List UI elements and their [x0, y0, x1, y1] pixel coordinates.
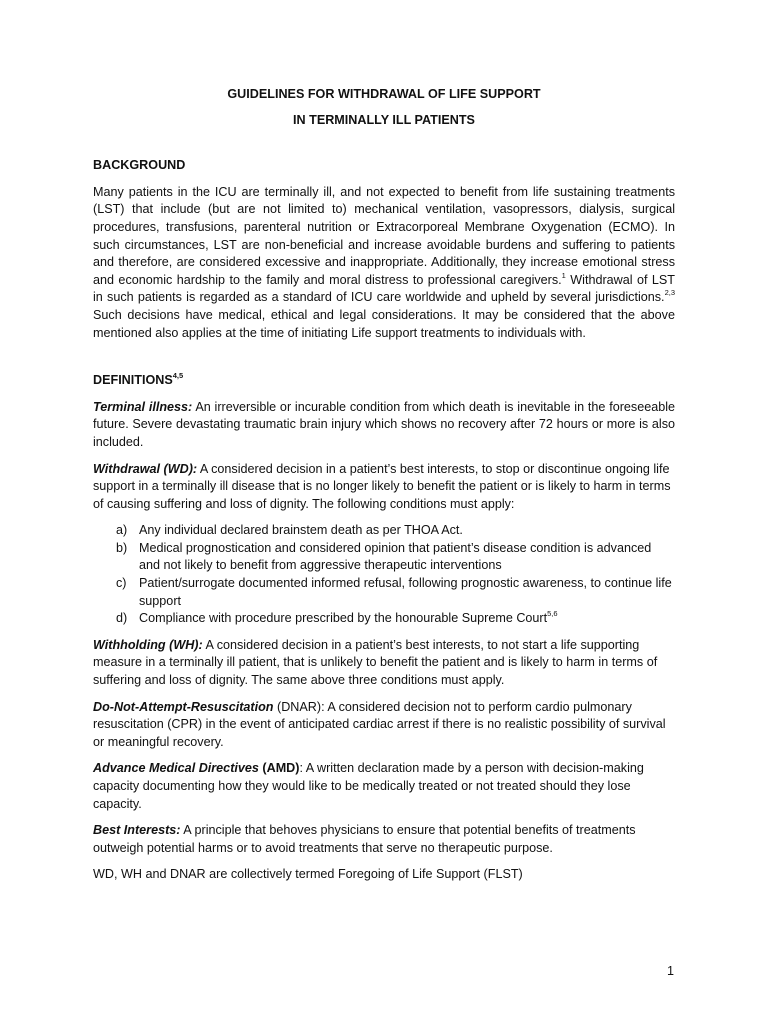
- list-item: [93, 610, 675, 628]
- definition-best-interests: [93, 822, 675, 857]
- list-marker: c): [116, 576, 127, 591]
- term-terminal-illness: Terminal illness:: [93, 399, 193, 414]
- definition-amd: [93, 760, 675, 813]
- term-withholding: Withholding (WH):: [93, 637, 203, 652]
- definition-withholding: [93, 637, 675, 690]
- document-title-line-1: GUIDELINES FOR WITHDRAWAL OF LIFE SUPPORT: [227, 87, 541, 101]
- background-paragraph: [93, 184, 675, 342]
- definitions-heading: [93, 372, 675, 390]
- definition-text-amd: : A written declaration made by a person with decision-making capacity documenting how they would like to be medically treated or not treated should they lose capacity.: [93, 761, 644, 811]
- list-marker: d): [116, 611, 128, 626]
- list-item-text: Compliance with procedure prescribed by the honourable Supreme Court: [139, 611, 548, 626]
- list-item-text: Patient/surrogate documented informed refusal, following prognostic awareness, to continue life support: [139, 576, 672, 608]
- background-text-a: Many patients in the ICU are terminally ill, and not expected to benefit from life sustaining treatments (LST) that include (but are not limited to) mechanical ventilation, vasopressors, dialysis, surgical procedures, transfusions, parenteral nutrition or Extracorporeal Membrane Oxygenation (ECMO). In such circumstances, LST are non-beneficial and increase avoidable burdens and suffering to patients and therefore, are considered excessive and inappropriate. Additionally, they increase emotional stress and economic hardship to the family and moral distress to professional caregivers.: [93, 184, 675, 287]
- page-content: [93, 86, 675, 884]
- background-text-c: Such decisions have medical, ethical and legal considerations. It may be considered that the above mentioned also applies at the time of initiating Life support treatments to individuals with.: [93, 307, 675, 340]
- withdrawal-conditions-list: [93, 522, 675, 628]
- citation-ref-1: 1: [561, 270, 566, 280]
- document-title-line-2: IN TERMINALLY ILL PATIENTS: [293, 112, 475, 127]
- term-amd: Advance Medical Directives: [93, 761, 259, 776]
- background-text-b: Withdrawal of LST in such patients is regarded as a standard of ICU care worldwide and upheld by several jurisdictions.: [93, 272, 675, 305]
- flst-summary: WD, WH and DNAR are collectively termed Foregoing of Life Support (FLST): [93, 867, 523, 882]
- list-item-text: Any individual declared brainstem death as per THOA Act.: [139, 523, 463, 538]
- term-withdrawal: Withdrawal (WD):: [93, 461, 198, 476]
- abbr-amd: (AMD): [258, 761, 300, 776]
- term-best-interests: Best Interests:: [93, 823, 181, 838]
- list-item: [93, 540, 675, 575]
- citation-ref-5-6: 5,6: [547, 609, 558, 619]
- definition-terminal-illness: [93, 399, 675, 452]
- page-number: 1: [667, 964, 675, 978]
- background-heading: BACKGROUND: [93, 158, 186, 173]
- definition-text-best-interests: A principle that behoves physicians to ensure that potential benefits of treatments outweigh potential harms or to avoid treatments that serve no therapeutic purpose.: [93, 823, 636, 855]
- list-marker: a): [116, 523, 128, 538]
- list-item-text: Medical prognostication and considered opinion that patient’s disease condition is advanced and not likely to benefit from aggressive therapeutic interventions: [139, 540, 652, 573]
- citation-ref-4-5: 4,5: [172, 370, 184, 380]
- definition-withdrawal: [93, 461, 675, 514]
- definition-text-withdrawal: A considered decision in a patient’s best interests, to stop or discontinue ongoing life support in a terminally ill disease that is no longer likely to benefit the patient or is likely to harm in terms of causing suffering and loss of dignity. The following conditions must apply:: [93, 461, 671, 511]
- term-dnar: Do-Not-Attempt-Resuscitation: [93, 699, 274, 714]
- definition-dnar: [93, 699, 675, 752]
- list-item: [93, 575, 675, 610]
- definition-text-withholding: A considered decision in a patient’s best interests, to not start a life supporting measure in a terminally ill patient, that is unlikely to benefit the patient and is likely to harm in terms of suffering and loss of dignity. The same above three conditions must apply.: [93, 637, 658, 688]
- list-item: [93, 522, 675, 540]
- list-marker: b): [116, 540, 128, 555]
- definition-text-dnar: (DNAR): A considered decision not to perform cardio pulmonary resuscitation (CPR) in the event of anticipated cardiac arrest if there is no realistic possibility of survival or meaningful recovery.: [93, 699, 666, 749]
- citation-ref-2-3: 2,3: [664, 288, 675, 298]
- definitions-heading-text: DEFINITIONS: [93, 373, 173, 388]
- definition-text-terminal-illness: An irreversible or incurable condition from which death is inevitable in the foreseeable future. Severe devastating traumatic brain injury which shows no recovery after 72 hours or more is also included.: [93, 399, 676, 449]
